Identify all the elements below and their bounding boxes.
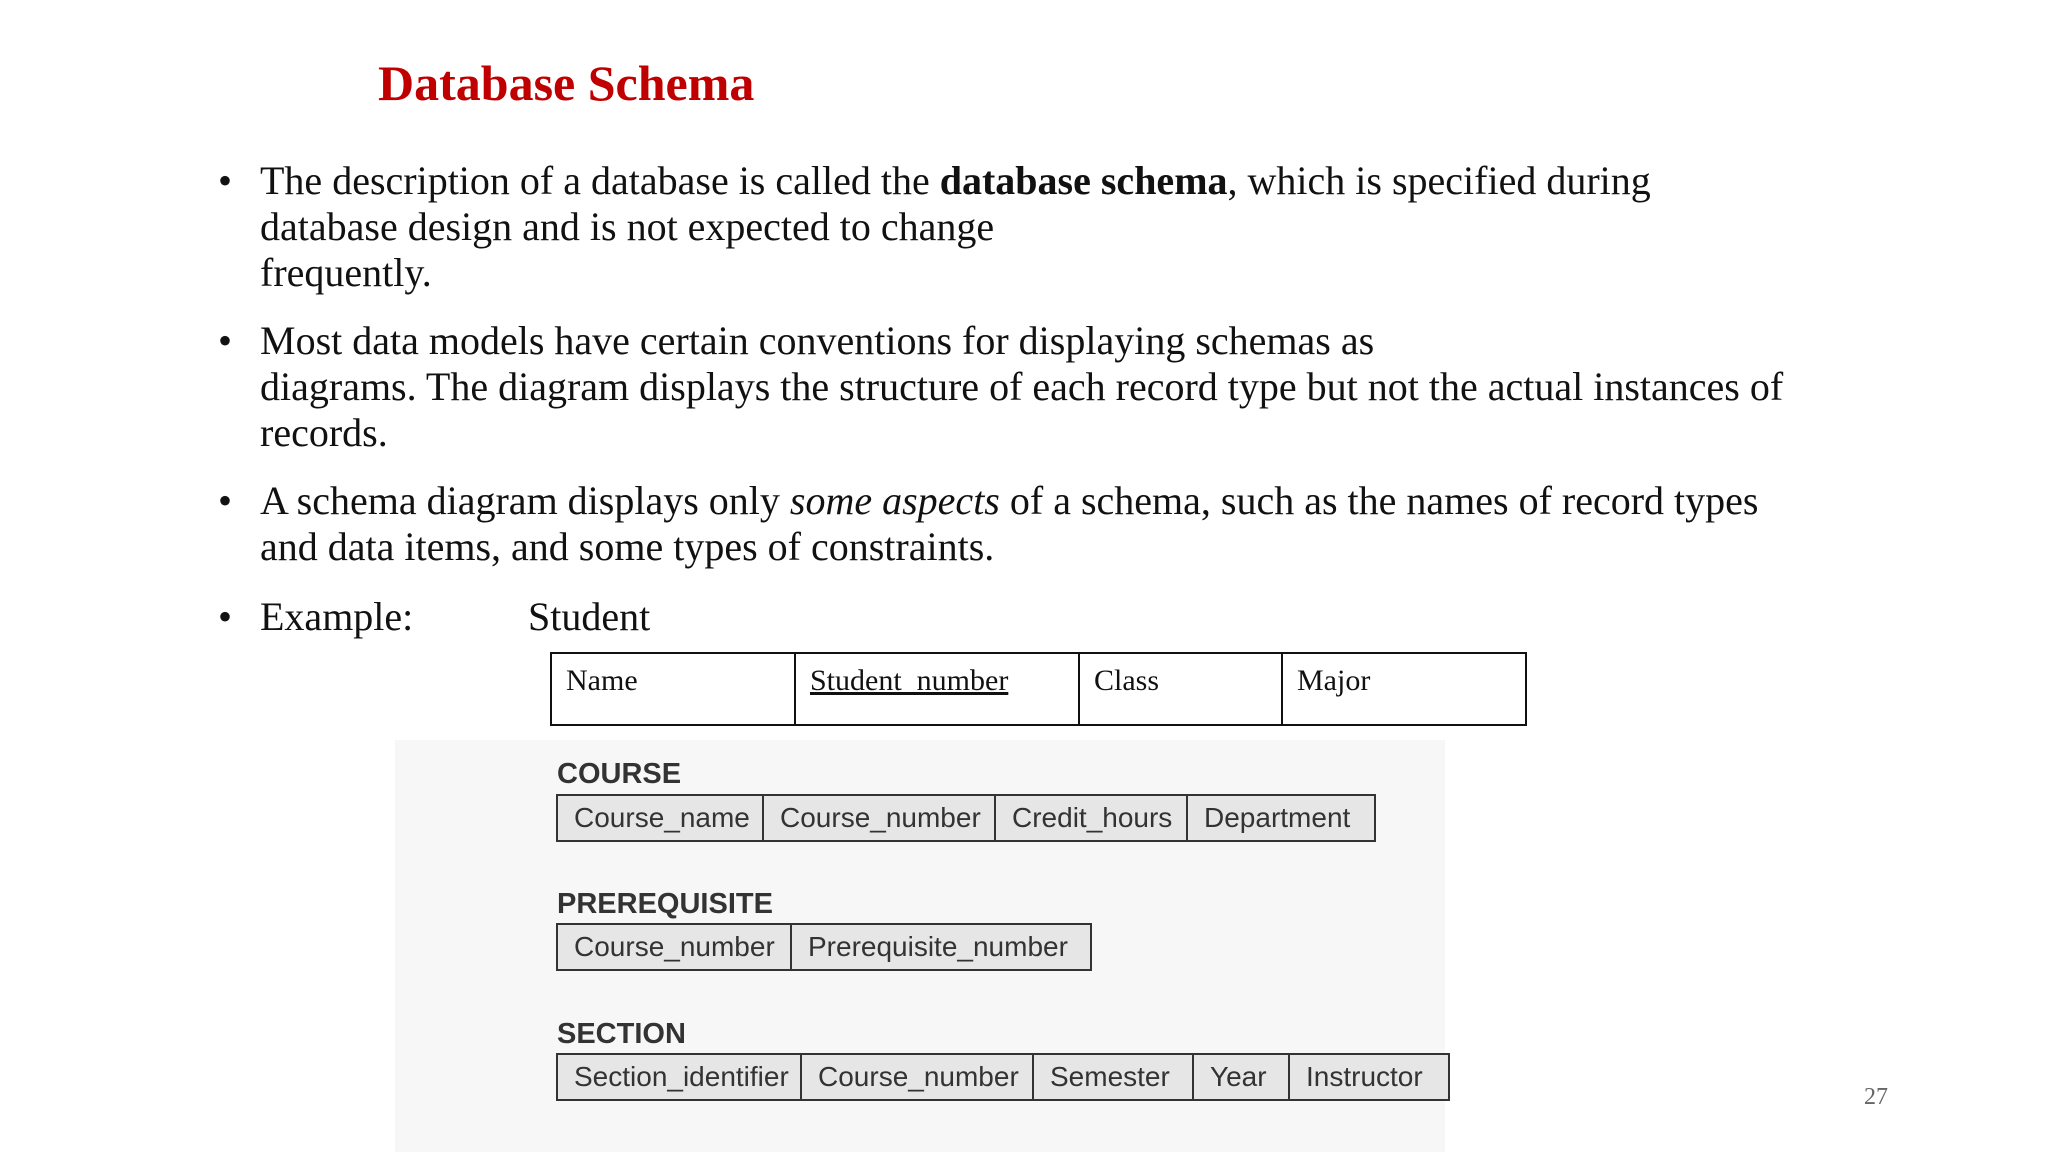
bullet-bold-term: database schema [939, 158, 1228, 203]
bullet-list [218, 158, 1918, 592]
bullet-item [218, 478, 1918, 570]
relation-name: PREREQUISITE [557, 888, 773, 920]
student-schema-table [550, 652, 1527, 726]
course-schema [556, 794, 1376, 842]
relation-name: COURSE [557, 758, 682, 790]
bullet-dot-icon: • [218, 594, 233, 639]
bullet-line: Most data models have certain conventions for displaying schemas as [260, 318, 1375, 363]
attribute-cell: Semester [1034, 1055, 1194, 1099]
attribute-cell: Course_number [558, 925, 792, 969]
bullet-italic-term: some aspects [789, 478, 1000, 523]
attribute-cell: Year [1194, 1055, 1290, 1099]
bullet-line: diagrams. The diagram displays the structure of each record type but not the actual instances of [260, 364, 1784, 409]
bullet-dot-icon: • [218, 318, 233, 363]
bullet-item [218, 318, 1918, 456]
bullet-dot-icon: • [218, 158, 233, 203]
attribute-cell: Course_number [764, 796, 996, 840]
bullet-line [260, 158, 1918, 204]
page-number: 27 [1864, 1084, 1888, 1110]
bullet-text: A schema diagram displays only [260, 478, 790, 523]
bullet-line [260, 478, 1918, 524]
primary-key-attribute: Student_number [810, 664, 1009, 697]
bullet-text: The description of a database is called the [260, 158, 940, 203]
table-cell: Class [1079, 653, 1282, 725]
bullet-dot-icon: • [218, 478, 233, 523]
bullet-text: of a schema, such as the names of record types [999, 478, 1759, 523]
bullet-line: records. [260, 410, 388, 455]
attribute-cell: Instructor [1306, 1061, 1423, 1092]
bullet-line: frequently. [260, 250, 432, 295]
table-row [551, 653, 1526, 725]
slide-title: Database Schema [378, 55, 755, 111]
bullet-line: database design and is not expected to change [260, 204, 995, 249]
attribute-cell: Section_identifier [558, 1055, 802, 1099]
section-schema [556, 1053, 1450, 1101]
bullet-item [218, 158, 1918, 296]
table-cell: Name [551, 653, 795, 725]
table-cell [795, 653, 1079, 725]
prerequisite-schema [556, 923, 1092, 971]
example-label: Example: [260, 594, 414, 639]
table-cell: Major [1282, 653, 1526, 725]
attribute-cell: Credit_hours [996, 796, 1188, 840]
attribute-cell: Course_number [802, 1055, 1034, 1099]
bullet-line: and data items, and some types of constraints. [260, 524, 995, 569]
example-relation-name: Student [528, 594, 651, 639]
bullet-text: , which is specified during [1227, 158, 1651, 203]
attribute-cell: Prerequisite_number [808, 931, 1068, 962]
relation-name: SECTION [557, 1018, 686, 1050]
attribute-cell: Course_name [558, 796, 764, 840]
attribute-cell: Department [1204, 802, 1351, 833]
